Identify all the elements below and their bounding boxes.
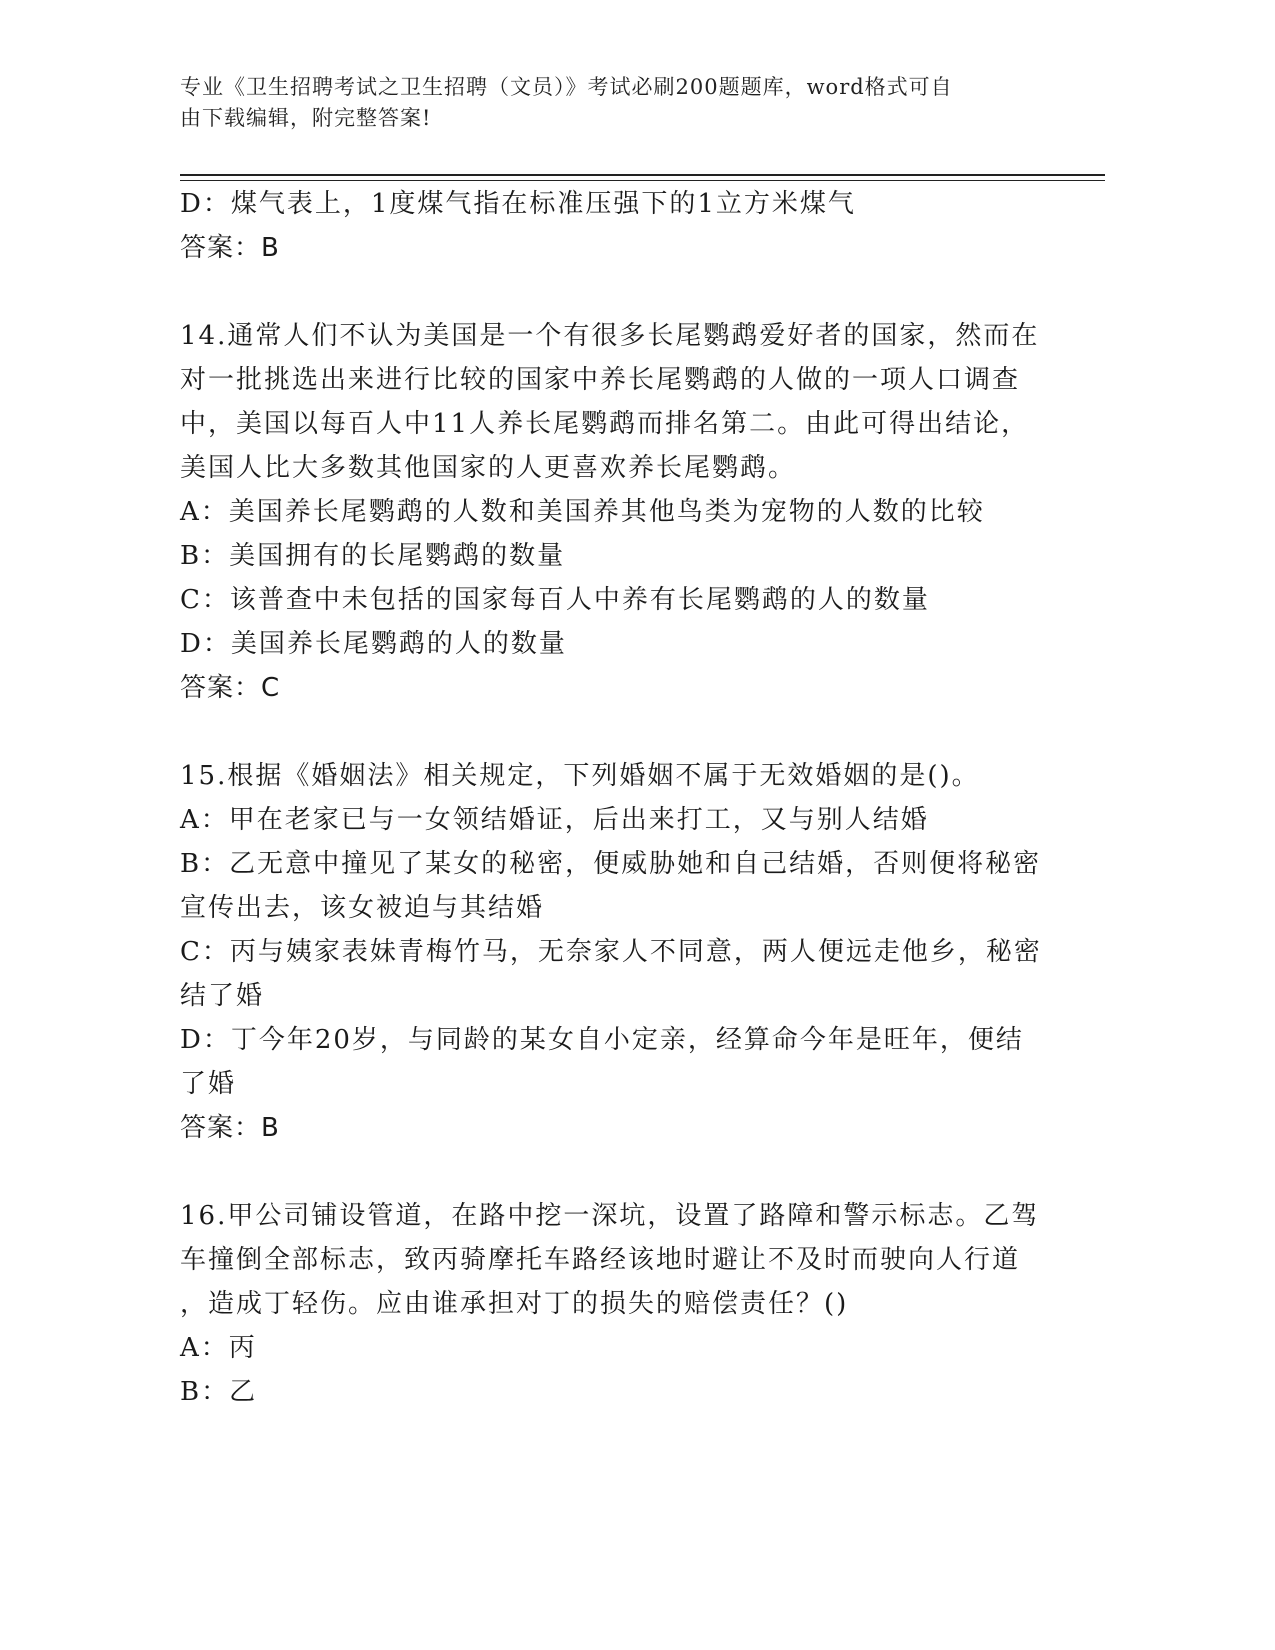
option-c-line: C：丙与姨家表妹青梅竹马，无奈家人不同意，两人便远走他乡，秘密 xyxy=(180,937,1042,967)
header-line-2: 由下载编辑，附完整答案! xyxy=(180,106,432,130)
question-stem-line: 美国人比大多数其他国家的人更喜欢养长尾鹦鹉。 xyxy=(180,453,797,483)
option-d-line: D：丁今年20岁，与同龄的某女自小定亲，经算命今年是旺年，便结 xyxy=(180,1025,1024,1055)
document-body xyxy=(180,182,1040,1414)
option-a: A：甲在老家已与一女领结婚证，后出来打工，又与别人结婚 xyxy=(180,805,929,835)
answer: 答案：B xyxy=(180,1113,280,1143)
answer: 答案：B xyxy=(180,233,280,263)
question-stem: 15.根据《婚姻法》相关规定，下列婚姻不属于无效婚姻的是()。 xyxy=(180,761,980,791)
option-a: A：丙 xyxy=(180,1333,257,1363)
option-c-line: 结了婚 xyxy=(180,981,265,1011)
question-16 xyxy=(180,1194,1040,1414)
spacer xyxy=(180,270,1040,314)
question-stem-line: 16.甲公司铺设管道，在路中挖一深坑，设置了路障和警示标志。乙驾 xyxy=(180,1201,1040,1231)
option-d: D：美国养长尾鹦鹉的人的数量 xyxy=(180,629,567,659)
question-14 xyxy=(180,314,1040,710)
question-stem-line: ，造成丁轻伤。应由谁承担对丁的损失的赔偿责任？() xyxy=(180,1289,849,1319)
spacer xyxy=(180,1150,1040,1194)
question-stem-line: 14.通常人们不认为美国是一个有很多长尾鹦鹉爱好者的国家，然而在 xyxy=(180,321,1040,351)
document-header xyxy=(180,72,1040,134)
option-c: C：该普查中未包括的国家每百人中养有长尾鹦鹉的人的数量 xyxy=(180,585,930,615)
header-line-1: 专业《卫生招聘考试之卫生招聘（文员）》考试必刷200题题库，word格式可自 xyxy=(180,75,953,99)
option-a: A：美国养长尾鹦鹉的人数和美国养其他鸟类为宠物的人数的比较 xyxy=(180,497,985,527)
header-divider-thick xyxy=(180,174,1105,176)
header-divider-thin xyxy=(180,180,1105,181)
option-d-line: 了婚 xyxy=(180,1069,237,1099)
question-13-tail xyxy=(180,182,1040,270)
question-15 xyxy=(180,754,1040,1150)
option-b-line: B：乙无意中撞见了某女的秘密，便威胁她和自己结婚，否则便将秘密 xyxy=(180,849,1042,879)
question-stem-line: 车撞倒全部标志，致丙骑摩托车路经该地时避让不及时而驶向人行道 xyxy=(180,1245,1021,1275)
spacer xyxy=(180,710,1040,754)
answer: 答案：C xyxy=(180,673,281,703)
option-b-line: 宣传出去，该女被迫与其结婚 xyxy=(180,893,545,923)
option-b: B：乙 xyxy=(180,1377,258,1407)
question-stem-line: 中，美国以每百人中11人养长尾鹦鹉而排名第二。由此可得出结论， xyxy=(180,409,1030,439)
question-stem-line: 对一批挑选出来进行比较的国家中养长尾鹦鹉的人做的一项人口调查 xyxy=(180,365,1021,395)
option-b: B：美国拥有的长尾鹦鹉的数量 xyxy=(180,541,566,571)
option-d: D：煤气表上，1度煤气指在标准压强下的1立方米煤气 xyxy=(180,189,856,219)
